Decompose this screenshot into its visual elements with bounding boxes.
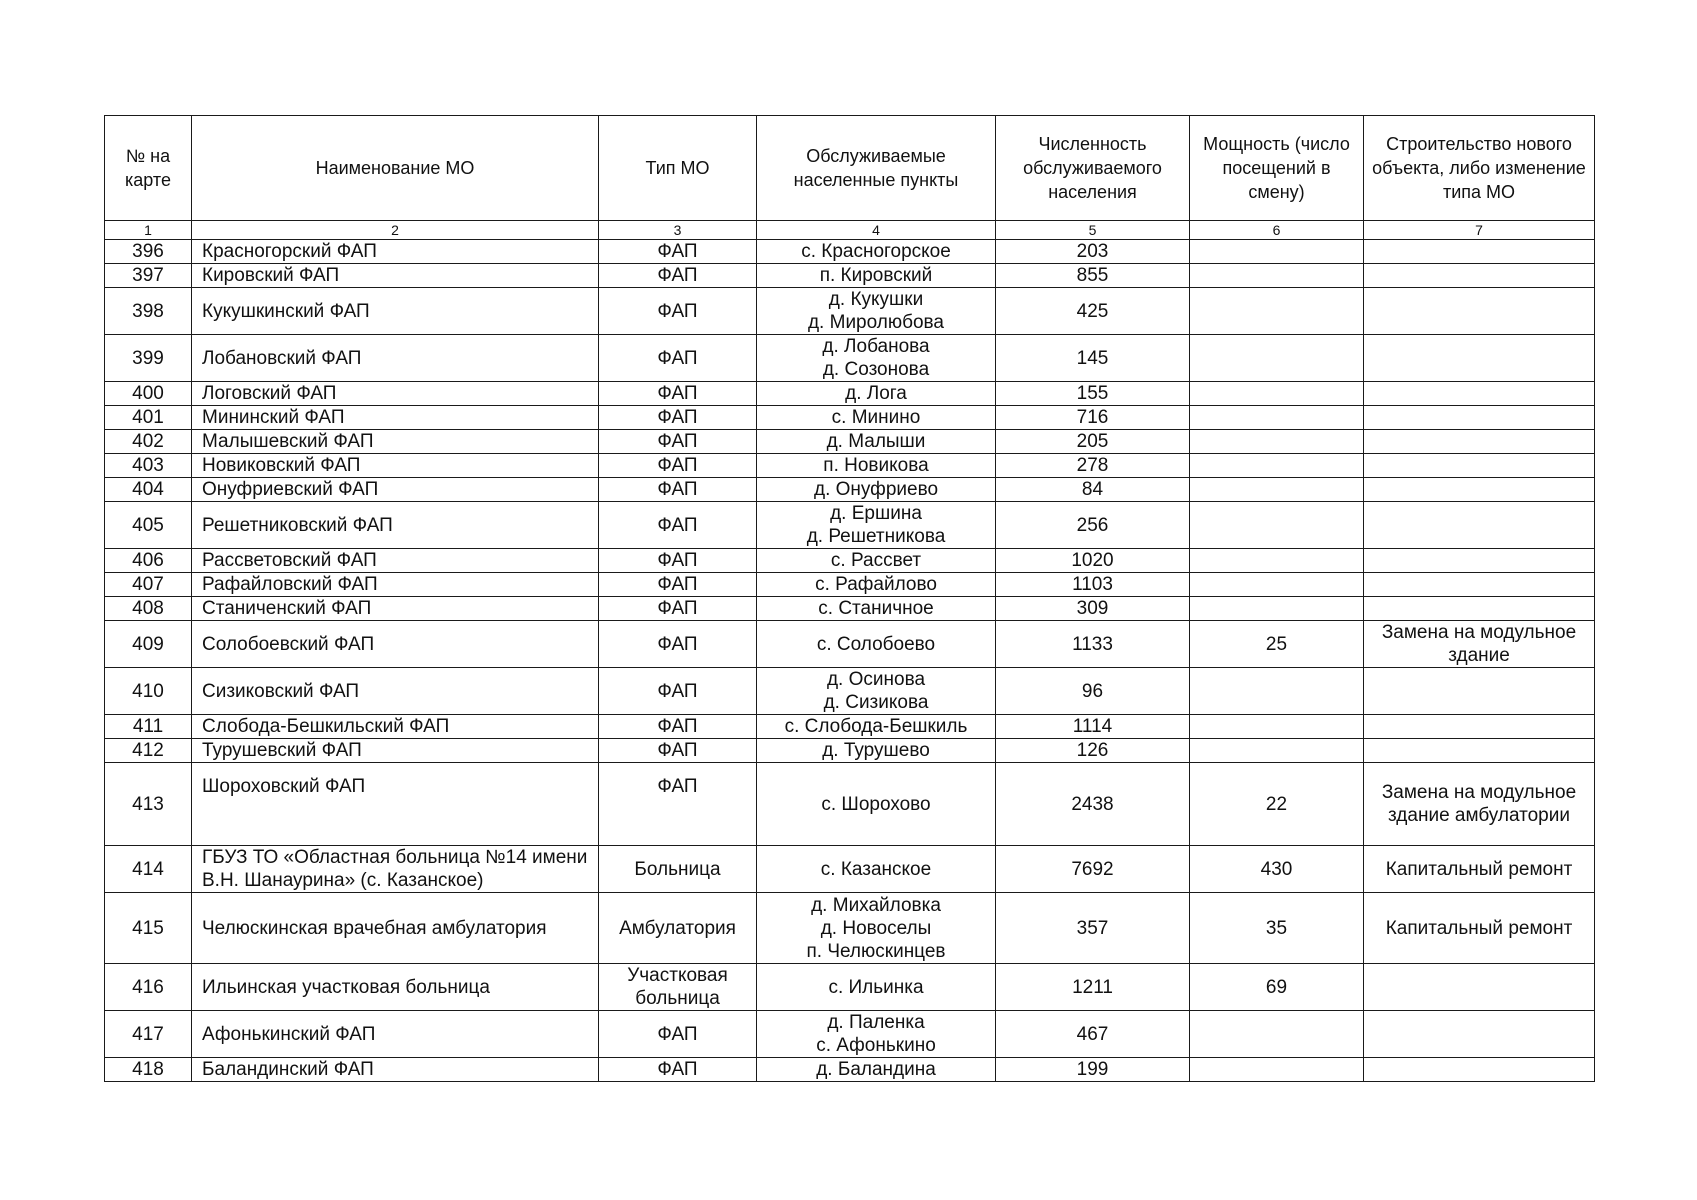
cell-population: 357 [996, 893, 1190, 964]
settlement-name: п. Кировский [819, 265, 933, 286]
cell-facility-type: ФАП [599, 549, 757, 573]
cell-settlements [757, 478, 996, 502]
cell-settlements [757, 454, 996, 478]
table-row [105, 406, 1595, 430]
settlement-name: д. Решетникова [806, 526, 946, 547]
cell-construction: Замена на модульное здание амбулатории [1364, 763, 1595, 846]
cell-facility-name: Баландинский ФАП [192, 1058, 599, 1082]
cell-facility-type: ФАП [599, 264, 757, 288]
cell-facility-type: ФАП [599, 382, 757, 406]
cell-settlements [757, 739, 996, 763]
cell-settlements [757, 621, 996, 668]
table-row [105, 597, 1595, 621]
cell-facility-type: Больница [599, 846, 757, 893]
header-construction: Строительство нового объекта, либо изменение типа МО [1364, 116, 1595, 221]
cell-construction [1364, 715, 1595, 739]
cell-capacity [1190, 739, 1364, 763]
table-row [105, 763, 1595, 846]
cell-construction [1364, 597, 1595, 621]
cell-construction [1364, 335, 1595, 382]
column-number: 3 [599, 221, 757, 240]
cell-facility-type: ФАП [599, 739, 757, 763]
cell-population: 199 [996, 1058, 1190, 1082]
table-row [105, 502, 1595, 549]
cell-capacity: 22 [1190, 763, 1364, 846]
cell-capacity [1190, 1058, 1364, 1082]
settlement-name: д. Баландина [816, 1059, 936, 1080]
settlement-name: с. Рассвет [830, 550, 922, 571]
cell-construction [1364, 668, 1595, 715]
header-row [105, 116, 1595, 221]
cell-settlements [757, 382, 996, 406]
cell-facility-type: ФАП [599, 335, 757, 382]
cell-settlements [757, 964, 996, 1011]
cell-capacity [1190, 715, 1364, 739]
cell-settlements [757, 668, 996, 715]
cell-capacity [1190, 549, 1364, 573]
cell-facility-type: ФАП [599, 1011, 757, 1058]
table-row [105, 288, 1595, 335]
cell-facility-name: Кукушкинский ФАП [192, 288, 599, 335]
cell-population: 1133 [996, 621, 1190, 668]
settlement-name: с. Ильинка [828, 976, 924, 998]
cell-facility-type: Амбулатория [599, 893, 757, 964]
cell-settlements [757, 406, 996, 430]
cell-capacity: 35 [1190, 893, 1364, 964]
cell-facility-type: ФАП [599, 573, 757, 597]
cell-facility-name: Рассветовский ФАП [192, 549, 599, 573]
header-population: Численность обслуживаемого населения [996, 116, 1190, 221]
cell-construction [1364, 406, 1595, 430]
table-row [105, 240, 1595, 264]
cell-population: 855 [996, 264, 1190, 288]
cell-facility-name: Логовский ФАП [192, 382, 599, 406]
cell-capacity [1190, 430, 1364, 454]
cell-settlements [757, 335, 996, 382]
cell-construction [1364, 1011, 1595, 1058]
settlement-name: д. Сизикова [823, 692, 929, 713]
cell-map-number: 418 [105, 1058, 192, 1082]
cell-capacity [1190, 288, 1364, 335]
cell-facility-name: Станиченский ФАП [192, 597, 599, 621]
cell-construction [1364, 382, 1595, 406]
cell-construction [1364, 264, 1595, 288]
column-number: 7 [1364, 221, 1595, 240]
cell-settlements [757, 430, 996, 454]
header-facility-type: Тип МО [599, 116, 757, 221]
settlement-name: с. Рафайлово [815, 574, 937, 595]
cell-map-number: 398 [105, 288, 192, 335]
cell-construction: Замена на модульное здание [1364, 621, 1595, 668]
cell-map-number: 403 [105, 454, 192, 478]
cell-facility-type: ФАП [599, 1058, 757, 1082]
header-facility-name: Наименование МО [192, 116, 599, 221]
cell-population: 145 [996, 335, 1190, 382]
settlement-name: д. Турушево [822, 740, 930, 761]
table-row [105, 964, 1595, 1011]
cell-construction: Капитальный ремонт [1364, 893, 1595, 964]
cell-facility-name: Турушевский ФАП [192, 739, 599, 763]
cell-facility-name: Рафайловский ФАП [192, 573, 599, 597]
cell-facility-name: ГБУЗ ТО «Областная больница №14 имени В.Н. Шанаурина» (с. Казанское) [192, 846, 599, 893]
cell-map-number: 407 [105, 573, 192, 597]
settlement-name: д. Малыши [826, 431, 926, 452]
cell-map-number: 408 [105, 597, 192, 621]
settlement-name: с. Минино [831, 407, 921, 428]
cell-settlements [757, 597, 996, 621]
cell-capacity [1190, 335, 1364, 382]
cell-facility-name: Ильинская участковая больница [192, 964, 599, 1011]
cell-facility-type: ФАП [599, 502, 757, 549]
cell-construction [1364, 502, 1595, 549]
cell-capacity: 69 [1190, 964, 1364, 1011]
cell-facility-name: Солобоевский ФАП [192, 621, 599, 668]
cell-construction [1364, 478, 1595, 502]
settlement-name: с. Слобода-Бешкиль [784, 716, 968, 737]
cell-capacity [1190, 454, 1364, 478]
cell-settlements [757, 549, 996, 573]
cell-capacity [1190, 573, 1364, 597]
cell-capacity [1190, 502, 1364, 549]
cell-map-number: 397 [105, 264, 192, 288]
cell-map-number: 411 [105, 715, 192, 739]
cell-map-number: 406 [105, 549, 192, 573]
cell-map-number: 402 [105, 430, 192, 454]
cell-construction [1364, 454, 1595, 478]
cell-construction: Капитальный ремонт [1364, 846, 1595, 893]
cell-capacity [1190, 382, 1364, 406]
cell-population: 84 [996, 478, 1190, 502]
cell-facility-type: ФАП [599, 763, 757, 846]
cell-capacity [1190, 240, 1364, 264]
cell-construction [1364, 739, 1595, 763]
table-row [105, 1011, 1595, 1058]
cell-facility-type: ФАП [599, 240, 757, 264]
settlement-name: с. Солобоево [816, 633, 936, 655]
cell-population: 278 [996, 454, 1190, 478]
cell-population: 425 [996, 288, 1190, 335]
table-row [105, 573, 1595, 597]
cell-construction [1364, 964, 1595, 1011]
cell-facility-type: ФАП [599, 288, 757, 335]
cell-capacity [1190, 264, 1364, 288]
cell-settlements [757, 1058, 996, 1082]
settlement-name: д. Осинова [826, 669, 926, 690]
column-number: 1 [105, 221, 192, 240]
table-row [105, 478, 1595, 502]
column-number: 2 [192, 221, 599, 240]
cell-facility-name: Красногорский ФАП [192, 240, 599, 264]
cell-settlements [757, 502, 996, 549]
cell-population: 96 [996, 668, 1190, 715]
cell-map-number: 409 [105, 621, 192, 668]
cell-facility-name: Мининский ФАП [192, 406, 599, 430]
cell-construction [1364, 240, 1595, 264]
cell-settlements [757, 573, 996, 597]
settlement-name: д. Миролюбова [807, 312, 945, 333]
header-capacity: Мощность (число посещений в смену) [1190, 116, 1364, 221]
table-row [105, 549, 1595, 573]
table-row [105, 739, 1595, 763]
table-row [105, 454, 1595, 478]
cell-settlements [757, 715, 996, 739]
cell-facility-type: ФАП [599, 597, 757, 621]
settlement-name: д. Новоселы [820, 917, 932, 939]
settlement-name: д. Кукушки [828, 289, 924, 310]
cell-capacity [1190, 478, 1364, 502]
cell-settlements [757, 763, 996, 846]
cell-population: 126 [996, 739, 1190, 763]
settlement-name: д. Онуфриево [813, 479, 939, 500]
cell-construction [1364, 430, 1595, 454]
cell-population: 2438 [996, 763, 1190, 846]
settlement-name: п. Новикова [823, 455, 929, 476]
cell-settlements [757, 893, 996, 964]
cell-population: 716 [996, 406, 1190, 430]
cell-facility-type: Участковая больница [599, 964, 757, 1011]
table-row [105, 668, 1595, 715]
cell-settlements [757, 288, 996, 335]
settlement-name: с. Красногорское [801, 241, 951, 262]
cell-construction [1364, 288, 1595, 335]
cell-capacity [1190, 1011, 1364, 1058]
cell-map-number: 416 [105, 964, 192, 1011]
cell-facility-name: Решетниковский ФАП [192, 502, 599, 549]
table-row [105, 893, 1595, 964]
cell-facility-name: Новиковский ФАП [192, 454, 599, 478]
cell-construction [1364, 1058, 1595, 1082]
cell-capacity: 25 [1190, 621, 1364, 668]
cell-map-number: 401 [105, 406, 192, 430]
cell-population: 1114 [996, 715, 1190, 739]
cell-population: 256 [996, 502, 1190, 549]
table-row [105, 621, 1595, 668]
cell-facility-name: Онуфриевский ФАП [192, 478, 599, 502]
cell-facility-name: Сизиковский ФАП [192, 668, 599, 715]
cell-construction [1364, 573, 1595, 597]
settlement-name: с. Афонькино [816, 1035, 936, 1056]
table-row [105, 335, 1595, 382]
cell-capacity [1190, 597, 1364, 621]
settlement-name: д. Михайловка [811, 894, 941, 916]
cell-facility-type: ФАП [599, 454, 757, 478]
cell-map-number: 410 [105, 668, 192, 715]
column-number: 5 [996, 221, 1190, 240]
cell-facility-name: Челюскинская врачебная амбулатория [192, 893, 599, 964]
cell-population: 7692 [996, 846, 1190, 893]
cell-settlements [757, 1011, 996, 1058]
settlement-name: с. Шорохово [821, 793, 931, 815]
cell-map-number: 405 [105, 502, 192, 549]
cell-facility-name: Афонькинский ФАП [192, 1011, 599, 1058]
cell-capacity [1190, 406, 1364, 430]
cell-map-number: 415 [105, 893, 192, 964]
cell-map-number: 396 [105, 240, 192, 264]
header-settlements: Обслуживаемые населенные пункты [757, 116, 996, 221]
cell-settlements [757, 846, 996, 893]
settlement-name: п. Челюскинцев [806, 940, 946, 962]
cell-population: 467 [996, 1011, 1190, 1058]
cell-facility-type: ФАП [599, 668, 757, 715]
cell-population: 155 [996, 382, 1190, 406]
settlement-name: д. Созонова [822, 359, 930, 380]
cell-population: 1020 [996, 549, 1190, 573]
cell-settlements [757, 240, 996, 264]
cell-facility-name: Малышевский ФАП [192, 430, 599, 454]
cell-map-number: 414 [105, 846, 192, 893]
cell-facility-name: Шороховский ФАП [192, 763, 599, 846]
cell-population: 1103 [996, 573, 1190, 597]
settlement-name: д. Лога [845, 383, 907, 404]
column-number-row [105, 221, 1595, 240]
cell-map-number: 400 [105, 382, 192, 406]
cell-facility-name: Кировский ФАП [192, 264, 599, 288]
column-number: 6 [1190, 221, 1364, 240]
cell-facility-type: ФАП [599, 715, 757, 739]
cell-capacity: 430 [1190, 846, 1364, 893]
cell-population: 205 [996, 430, 1190, 454]
header-map-number: № на карте [105, 116, 192, 221]
cell-map-number: 412 [105, 739, 192, 763]
cell-settlements [757, 264, 996, 288]
cell-facility-type: ФАП [599, 406, 757, 430]
cell-facility-type: ФАП [599, 621, 757, 668]
cell-map-number: 413 [105, 763, 192, 846]
cell-construction [1364, 549, 1595, 573]
table-row [105, 715, 1595, 739]
settlement-name: д. Лобанова [822, 336, 930, 357]
cell-population: 203 [996, 240, 1190, 264]
medical-facilities-table [104, 115, 1595, 1082]
cell-facility-name: Слобода-Бешкильский ФАП [192, 715, 599, 739]
table-row [105, 264, 1595, 288]
table-row [105, 382, 1595, 406]
cell-capacity [1190, 668, 1364, 715]
column-number: 4 [757, 221, 996, 240]
table-row [105, 846, 1595, 893]
cell-facility-type: ФАП [599, 430, 757, 454]
cell-population: 1211 [996, 964, 1190, 1011]
settlement-name: с. Станичное [818, 598, 934, 619]
cell-map-number: 404 [105, 478, 192, 502]
settlement-name: с. Казанское [820, 858, 932, 880]
table-row [105, 430, 1595, 454]
cell-facility-type: ФАП [599, 478, 757, 502]
table-row [105, 1058, 1595, 1082]
table-body [105, 240, 1595, 1082]
cell-map-number: 417 [105, 1011, 192, 1058]
cell-map-number: 399 [105, 335, 192, 382]
cell-facility-name: Лобановский ФАП [192, 335, 599, 382]
settlement-name: д. Ершина [830, 503, 922, 524]
cell-population: 309 [996, 597, 1190, 621]
settlement-name: д. Паленка [827, 1012, 925, 1033]
